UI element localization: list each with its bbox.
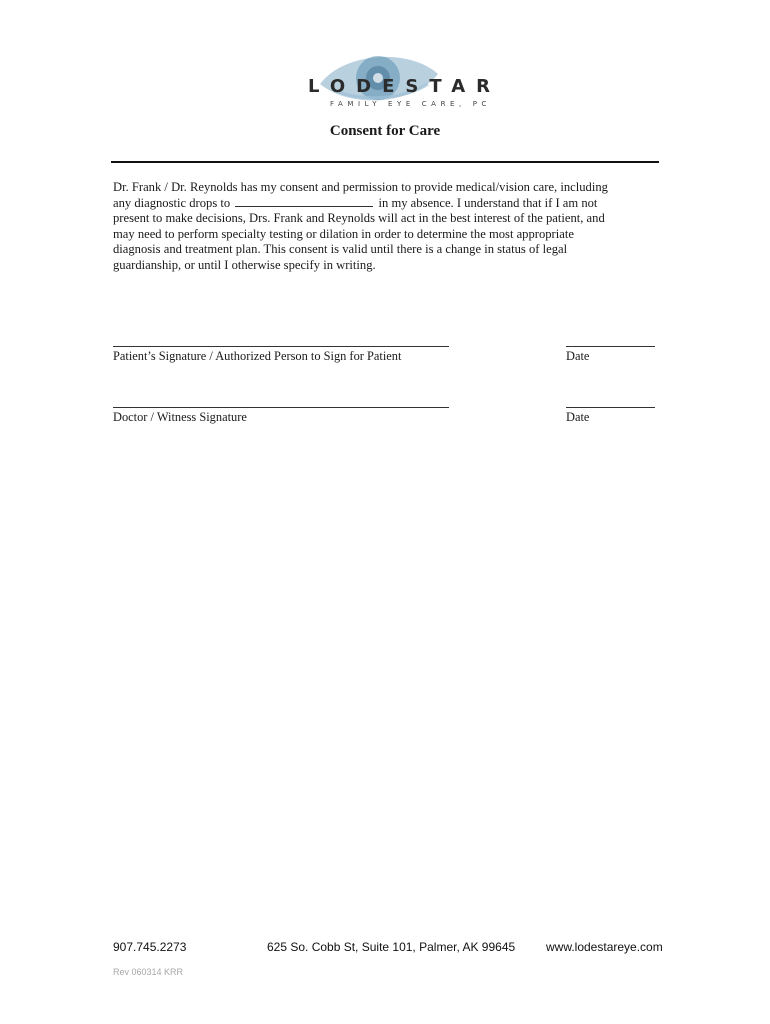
drops-blank-field[interactable] (235, 196, 373, 207)
consent-line: diagnosis and treatment plan. This consent is valid until there is a change in status of legal (113, 242, 568, 257)
title-divider (111, 161, 659, 163)
logo-subtitle: FAMILY EYE CARE, PC (330, 100, 492, 108)
consent-line (113, 196, 653, 212)
consent-line: Dr. Frank / Dr. Reynolds has my consent and permission to provide medical/vision care, including (113, 180, 608, 194)
doctor-signature-label: Doctor / Witness Signature (113, 410, 247, 424)
consent-paragraph (113, 180, 653, 274)
consent-line: guardianship, or until I otherwise specify in writing. (113, 257, 376, 272)
doctor-signature-line[interactable] (113, 407, 449, 408)
consent-line-end: in my absence. I understand that if I am not (378, 195, 598, 210)
patient-date-line[interactable] (566, 346, 655, 347)
footer-address: 625 So. Cobb St, Suite 101, Palmer, AK 99645 (267, 940, 516, 954)
patient-signature-line[interactable] (113, 346, 449, 347)
patient-date-label: Date (566, 349, 590, 363)
footer-phone: 907.745.2273 (113, 940, 187, 954)
consent-line: may need to perform specialty testing or dilation in order to determine the most appropriate (113, 226, 574, 241)
patient-signature-label: Patient’s Signature / Authorized Person to Sign for Patient (113, 349, 402, 363)
footer-website[interactable]: www.lodestareye.com (546, 940, 663, 954)
doctor-date-label: Date (566, 410, 590, 424)
doctor-date-line[interactable] (566, 407, 655, 408)
company-logo (300, 44, 502, 120)
document-title: Consent for Care (329, 123, 441, 139)
revision-note: Rev 060314 KRR (113, 967, 184, 977)
consent-line: present to make decisions, Drs. Frank and Reynolds will act in the best interest of the patient, and (113, 211, 605, 226)
logo-wordmark: LODESTAR (308, 76, 502, 97)
consent-line-start: any diagnostic drops to (113, 195, 231, 210)
